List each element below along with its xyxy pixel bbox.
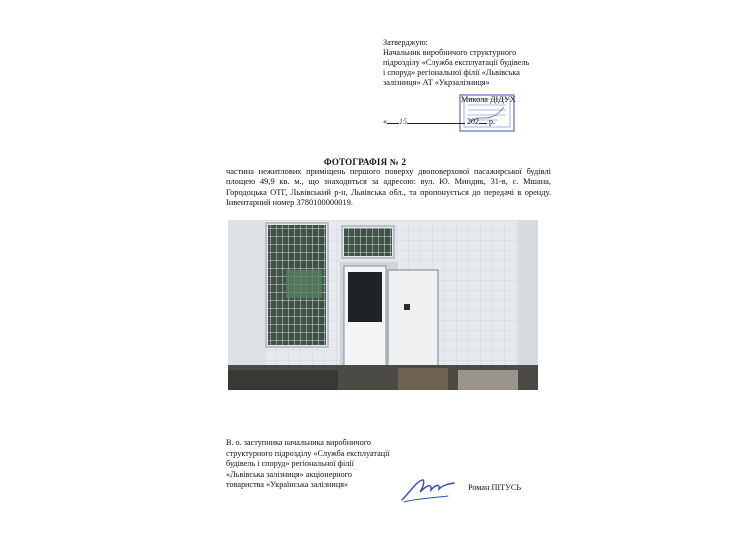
approval-line: Начальник виробничого структурного — [383, 48, 517, 57]
date-quote: « — [383, 117, 387, 126]
building-photo — [228, 220, 538, 390]
approval-line: підрозділу «Служба експлуатації будівель — [383, 58, 530, 67]
approval-signatory: Микола ДІДУХ — [461, 95, 516, 104]
document-title: ФОТОГРАФІЯ № 2 — [323, 157, 407, 167]
document-description: частина нежитлових приміщень першого поверху двоповерхової пасажирської будівлі площею 49,9 кв. м., що знаходиться за адресою: вул. Ю. Миндик, 31-в, с. Мшана, Городоцька ОТГ, Львівський р-н, Львівська обл., та пропонується до передачі в оренду. Інвентарний номер 3780100000019. — [226, 167, 551, 207]
footer-line: структурного підрозділу «Служба експлуатації — [226, 448, 390, 458]
signature-icon — [398, 474, 458, 506]
footer-line: товариства «Українська залізниця» — [226, 480, 349, 490]
footer-line: будівель і споруд» регіональної філії — [226, 459, 354, 469]
footer-block — [226, 438, 426, 491]
date-year: 202 — [467, 117, 479, 126]
date-day: 15 — [399, 117, 407, 126]
approval-line: Затверджую: — [383, 38, 428, 47]
approval-date — [383, 115, 531, 126]
date-suffix: р. — [489, 117, 495, 126]
footer-line: «Львівська залізниця» акціонерного — [226, 469, 353, 479]
approval-line: залізниця» АТ «Укрзалізниця» — [383, 78, 490, 87]
footer-signatory: Роман ПІТУСЬ — [468, 483, 522, 492]
approval-block — [383, 38, 563, 88]
footer-line: В. о. заступника начальника виробничого — [226, 438, 371, 447]
approval-line: і споруд» регіональної філії «Львівська — [383, 68, 520, 77]
